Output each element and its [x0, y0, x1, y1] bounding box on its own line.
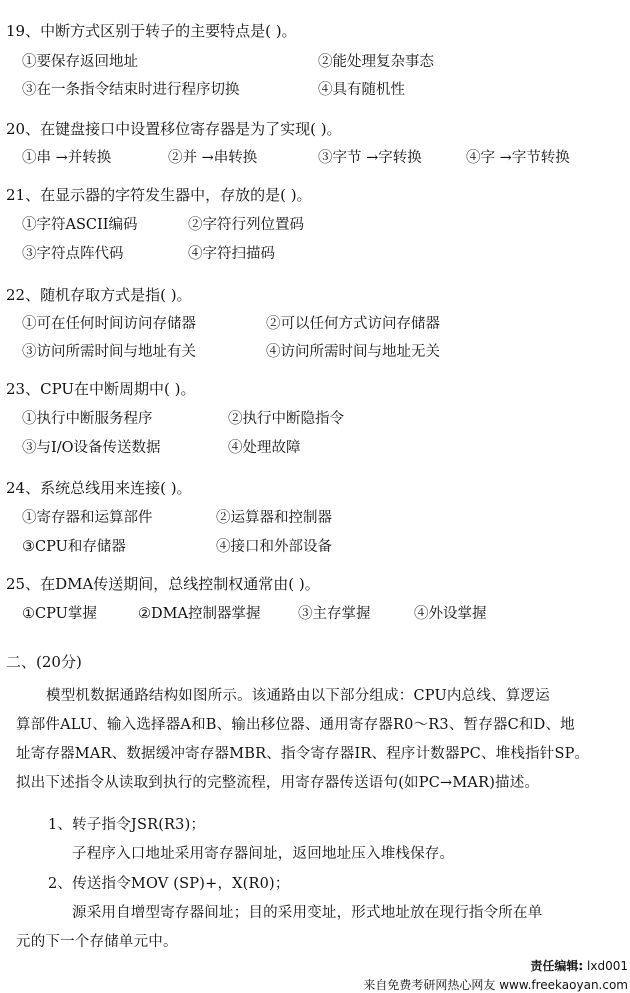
question-25-stem: 25、在DMA传送期间，总线控制权通常由( )。 [6, 575, 320, 593]
question-24-option-2: ②运算器和控制器 [216, 510, 332, 526]
item-2-description: 元的下一个存储单元中。 [16, 934, 178, 950]
question-24-option-3: ③CPU和存储器 [22, 539, 126, 555]
question-20-option-4: ④字 →字节转换 [466, 150, 570, 166]
question-22-option-1: ①可在任何时间访问存储器 [22, 316, 196, 332]
question-22-stem: 22、随机存取方式是指( )。 [6, 286, 192, 304]
editor-value: lxd001 [583, 959, 628, 973]
question-20-option-1: ①串 →并转换 [22, 150, 112, 166]
section-2-intro-line: 模型机数据通路结构如图所示。该通路由以下部分组成：CPU内总线、算逻运 [46, 688, 550, 704]
source-site: 来自免费考研网热心网友 www.freekaoyan.com [363, 978, 628, 992]
question-22-option-2: ②可以任何方式访问存储器 [266, 316, 440, 332]
question-19-option-3: ③在一条指令结束时进行程序切换 [22, 82, 240, 98]
question-19-option-1: ①要保存返回地址 [22, 54, 138, 70]
section-2-heading: 二、(20分) [6, 653, 82, 671]
question-23-stem: 23、CPU在中断周期中( )。 [6, 380, 196, 398]
section-2-intro-line: 址寄存器MAR、数据缓冲寄存器MBR、指令寄存器IR、程序计数器PC、堆栈指针SP。 [16, 746, 590, 762]
question-19-option-2: ②能处理复杂事态 [318, 54, 434, 70]
question-25-option-3: ③主存掌握 [298, 606, 371, 622]
question-22-option-4: ④访问所需时间与地址无关 [266, 344, 440, 360]
question-23-option-1: ①执行中断服务程序 [22, 411, 153, 427]
editor-label: 责任编辑: [530, 959, 584, 973]
question-24-stem: 24、系统总线用来连接( )。 [6, 479, 192, 497]
section-2-intro-line: 拟出下述指令从读取到执行的完整流程，用寄存器传送语句(如PC→MAR)描述。 [16, 775, 540, 791]
question-23-option-4: ④处理故障 [228, 440, 301, 456]
item-2-description: 源采用自增型寄存器间址；目的采用变址，形式地址放在现行指令所在单 [72, 905, 543, 921]
editor-credit [530, 957, 628, 974]
question-23-option-3: ③与I/O设备传送数据 [22, 440, 161, 456]
question-20-stem: 20、在键盘接口中设置移位寄存器是为了实现( )。 [6, 120, 342, 138]
question-21-option-2: ②字符行列位置码 [188, 217, 304, 233]
question-21-option-3: ③字符点阵代码 [22, 246, 124, 262]
question-24-option-4: ④接口和外部设备 [216, 539, 332, 555]
question-21-stem: 21、在显示器的字符发生器中，存放的是( )。 [6, 186, 312, 204]
question-19-stem: 19、中断方式区别于转子的主要特点是( )。 [6, 22, 297, 40]
item-1-title: 1、转子指令JSR(R3)； [48, 817, 206, 833]
question-20-option-2: ②并 →串转换 [168, 150, 258, 166]
question-23-option-2: ②执行中断隐指令 [228, 411, 344, 427]
section-2-intro-line: 算部件ALU、输入选择器A和B、输出移位器、通用寄存器R0～R3、暂存器C和D、地 [16, 717, 575, 733]
question-19-option-4: ④具有随机性 [318, 82, 405, 98]
question-21-option-1: ①字符ASCII编码 [22, 217, 138, 233]
question-25-option-4: ④外设掌握 [414, 606, 487, 622]
question-25-option-2: ②DMA控制器掌握 [138, 606, 261, 622]
question-21-option-4: ④字符扫描码 [188, 246, 275, 262]
question-20-option-3: ③字节 →字转换 [318, 150, 422, 166]
item-1-description: 子程序入口地址采用寄存器间址，返回地址压入堆栈保存。 [72, 846, 455, 862]
question-22-option-3: ③访问所需时间与地址有关 [22, 344, 196, 360]
question-24-option-1: ①寄存器和运算部件 [22, 510, 153, 526]
question-25-option-1: ①CPU掌握 [22, 606, 97, 622]
item-2-title: 2、传送指令MOV (SP)+，X(R0)； [48, 876, 290, 892]
